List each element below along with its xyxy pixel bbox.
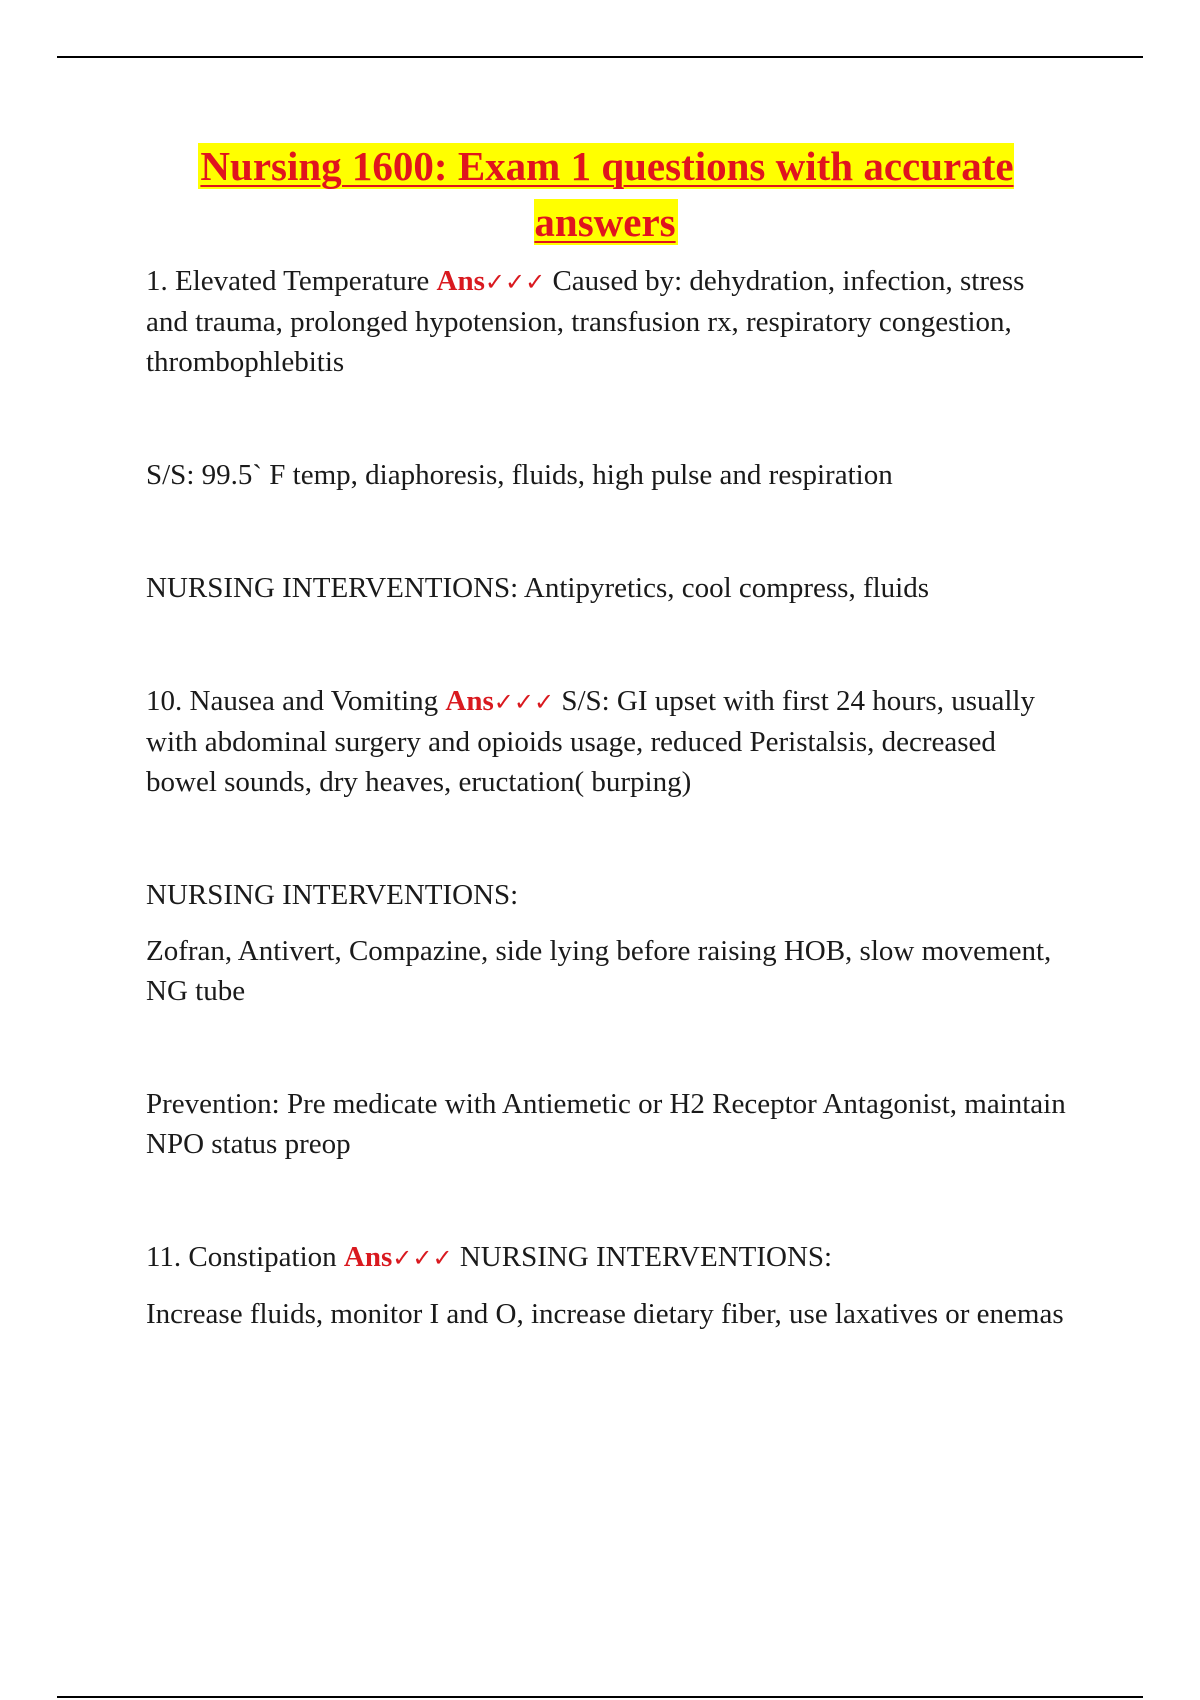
question-label: 11. Constipation — [146, 1241, 337, 1273]
top-rule — [57, 56, 1143, 58]
detail-paragraph: Increase fluids, monitor I and O, increase dietary fiber, use laxatives or enemas — [146, 1298, 1064, 1330]
document-title — [146, 138, 1066, 250]
answer-text: Caused by: dehydration, infection, stress and trauma, prolonged hypotension, transfusion rx, respiratory congestion, thrombophlebitis — [146, 265, 1025, 378]
question-item-11 — [146, 1237, 1066, 1278]
answer-marker: Ans — [343, 1241, 393, 1273]
check-marks-icon: ✓✓✓ — [493, 688, 555, 716]
question-item-1 — [146, 261, 1066, 382]
answer-marker: Ans — [445, 685, 494, 717]
detail-paragraph: Zofran, Antivert, Compazine, side lying before raising HOB, slow movement, NG tube — [146, 935, 1052, 1007]
answer-text: NURSING INTERVENTIONS: — [459, 1241, 833, 1273]
check-marks-icon: ✓✓✓ — [484, 268, 546, 296]
question-label: 1. Elevated Temperature — [146, 265, 430, 297]
bottom-rule — [57, 1696, 1143, 1698]
detail-paragraph: S/S: 99.5` F temp, diaphoresis, fluids, high pulse and respiration — [146, 459, 893, 491]
detail-paragraph: Prevention: Pre medicate with Antiemetic or H2 Receptor Antagonist, maintain NPO status preop — [146, 1088, 1066, 1160]
question-label: 10. Nausea and Vomiting — [146, 685, 439, 717]
detail-paragraph: NURSING INTERVENTIONS: — [146, 879, 519, 911]
question-item-10 — [146, 681, 1066, 802]
title-highlight: Nursing 1600: Exam 1 questions with accurate answers — [200, 143, 1014, 245]
answer-marker: Ans — [436, 265, 485, 297]
answer-text: S/S: GI upset with first 24 hours, usually with abdominal surgery and opioids usage, reduced Peristalsis, decreased bowel sounds, dry heaves, eructation( burping) — [146, 685, 1035, 798]
document-page — [146, 138, 1066, 1334]
check-marks-icon: ✓✓✓ — [392, 1244, 453, 1272]
detail-paragraph: NURSING INTERVENTIONS: Antipyretics, cool compress, fluids — [146, 572, 930, 604]
